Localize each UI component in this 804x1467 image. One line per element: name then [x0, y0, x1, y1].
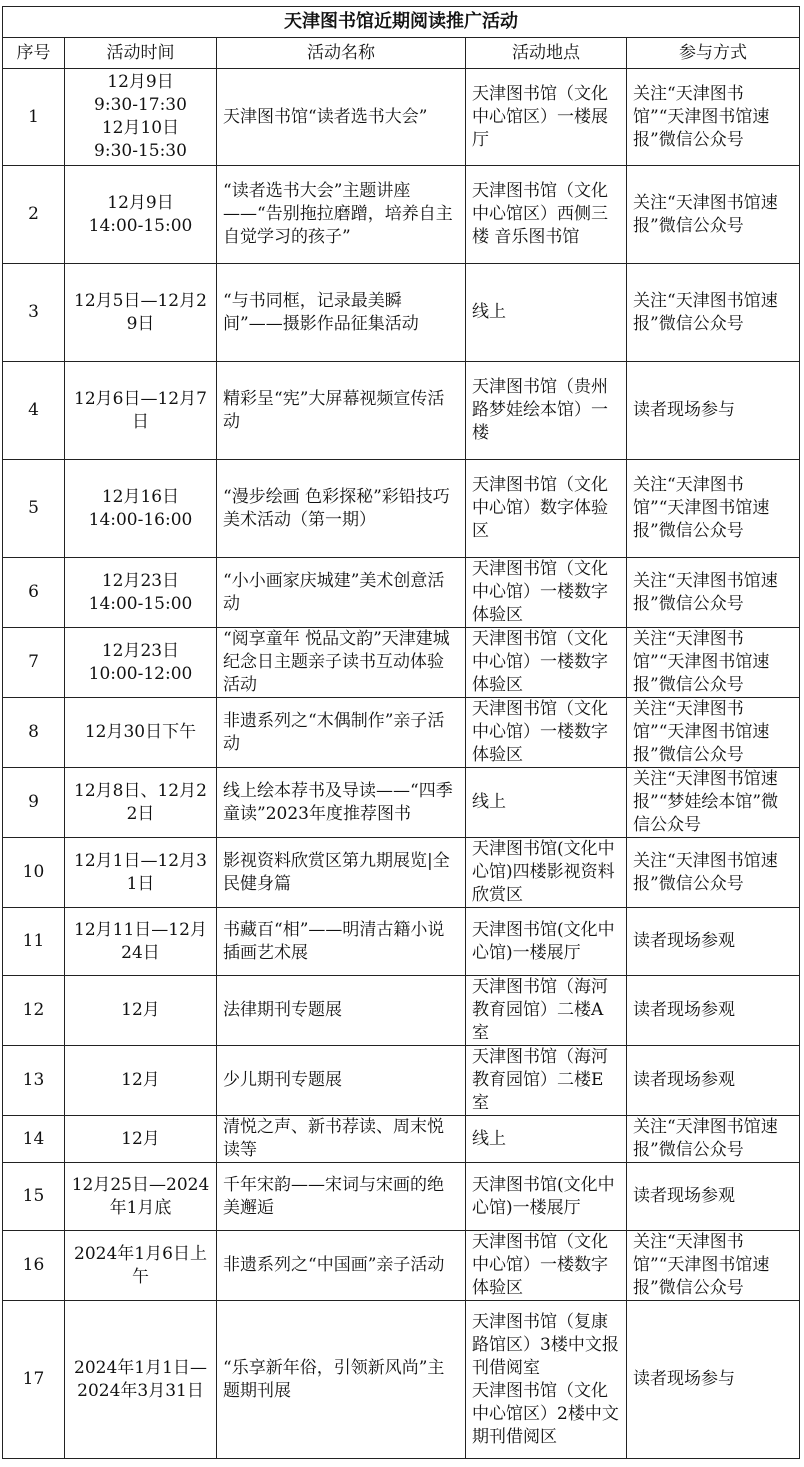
cell-name: “乐享新年俗，引领新风尚”主题期刊展: [217, 1301, 466, 1459]
cell-name: 精彩呈“宪”大屏幕视频宣传活动: [217, 362, 466, 460]
header-number: 序号: [3, 38, 65, 69]
cell-time: 12月25日—2024年1月底: [65, 1163, 217, 1231]
cell-place: 天津图书馆(文化中心馆)一楼展厅: [466, 1163, 627, 1231]
cell-time: 2024年1月6日上午: [65, 1231, 217, 1301]
table-row: [3, 69, 800, 166]
cell-number: 16: [3, 1231, 65, 1301]
cell-place: 天津图书馆（文化中心馆区）一楼展厅: [466, 69, 627, 166]
cell-join: 关注“天津图书馆速报”“梦娃绘本馆”微信公众号: [627, 768, 800, 838]
cell-name: “小小画家庆城建”美术创意活动: [217, 558, 466, 628]
table-row: [3, 460, 800, 558]
cell-number: 8: [3, 698, 65, 768]
cell-number: 17: [3, 1301, 65, 1459]
cell-name: 千年宋韵——宋词与宋画的绝美邂逅: [217, 1163, 466, 1231]
cell-number: 9: [3, 768, 65, 838]
cell-number: 5: [3, 460, 65, 558]
cell-time: 12月9日 9:30-17:30 12月10日 9:30-15:30: [65, 69, 217, 166]
cell-number: 7: [3, 628, 65, 698]
cell-time: 12月1日—12月31日: [65, 838, 217, 908]
cell-place: 天津图书馆（文化中心馆区）西侧三楼 音乐图书馆: [466, 166, 627, 264]
table-row: [3, 1301, 800, 1459]
cell-place: 天津图书馆（文化中心馆）一楼数字体验区: [466, 558, 627, 628]
cell-number: 12: [3, 976, 65, 1046]
header-place: 活动地点: [466, 38, 627, 69]
cell-place: 天津图书馆（文化中心馆）一楼数字体验区: [466, 698, 627, 768]
cell-join: 关注“天津图书馆”“天津图书馆速报”微信公众号: [627, 628, 800, 698]
cell-place: 天津图书馆（文化中心馆）数字体验区: [466, 460, 627, 558]
table-row: [3, 1163, 800, 1231]
cell-time: 12月9日 14:00-15:00: [65, 166, 217, 264]
cell-number: 13: [3, 1046, 65, 1116]
cell-join: 关注“天津图书馆”“天津图书馆速报”微信公众号: [627, 69, 800, 166]
cell-name: 书藏百“相”——明清古籍小说插画艺术展: [217, 908, 466, 976]
table-row: [3, 838, 800, 908]
table-row: [3, 908, 800, 976]
cell-place: 天津图书馆（海河教育园馆）二楼E室: [466, 1046, 627, 1116]
cell-join: 关注“天津图书馆”“天津图书馆速报”微信公众号: [627, 698, 800, 768]
cell-name: 非遗系列之“中国画”亲子活动: [217, 1231, 466, 1301]
table-row: [3, 768, 800, 838]
cell-place: 线上: [466, 264, 627, 362]
cell-name: 法律期刊专题展: [217, 976, 466, 1046]
header-row: [3, 38, 800, 69]
cell-number: 10: [3, 838, 65, 908]
cell-time: 12月: [65, 1116, 217, 1163]
table-title: 天津图书馆近期阅读推广活动: [2, 6, 800, 37]
cell-number: 14: [3, 1116, 65, 1163]
cell-name: 天津图书馆“读者选书大会”: [217, 69, 466, 166]
cell-time: 12月6日—12月7日: [65, 362, 217, 460]
cell-name: 少儿期刊专题展: [217, 1046, 466, 1116]
cell-name: 清悦之声、新书荐读、周末悦读等: [217, 1116, 466, 1163]
cell-number: 3: [3, 264, 65, 362]
cell-join: 关注“天津图书馆”“天津图书馆速报”微信公众号: [627, 1231, 800, 1301]
cell-join: 关注“天津图书馆速报”微信公众号: [627, 166, 800, 264]
cell-join: 关注“天津图书馆速报”微信公众号: [627, 558, 800, 628]
table-row: [3, 1116, 800, 1163]
cell-time: 12月16日 14:00-16:00: [65, 460, 217, 558]
cell-number: 6: [3, 558, 65, 628]
cell-place: 天津图书馆(文化中心馆)一楼展厅: [466, 908, 627, 976]
cell-place: 天津图书馆（文化中心馆）一楼数字体验区: [466, 1231, 627, 1301]
cell-join: 读者现场参观: [627, 1046, 800, 1116]
cell-time: 12月: [65, 1046, 217, 1116]
table-row: [3, 558, 800, 628]
cell-place: 天津图书馆（文化中心馆）一楼数字体验区: [466, 628, 627, 698]
table-row: [3, 362, 800, 460]
cell-time: 12月: [65, 976, 217, 1046]
header-join: 参与方式: [627, 38, 800, 69]
cell-name: “读者选书大会”主题讲座——“告别拖拉磨蹭，培养自主自觉学习的孩子”: [217, 166, 466, 264]
cell-time: 12月5日—12月29日: [65, 264, 217, 362]
cell-name: 线上绘本荐书及导读——“四季童读”2023年度推荐图书: [217, 768, 466, 838]
table-row: [3, 698, 800, 768]
cell-join: 读者现场参观: [627, 976, 800, 1046]
cell-place: 天津图书馆（贵州路梦娃绘本馆）一楼: [466, 362, 627, 460]
cell-time: 12月23日 14:00-15:00: [65, 558, 217, 628]
cell-name: “阅享童年 悦品文韵”天津建城纪念日主题亲子读书互动体验活动: [217, 628, 466, 698]
header-time: 活动时间: [65, 38, 217, 69]
table-row: [3, 166, 800, 264]
table-row: [3, 976, 800, 1046]
cell-join: 关注“天津图书馆速报”微信公众号: [627, 838, 800, 908]
cell-join: 读者现场参观: [627, 1163, 800, 1231]
cell-number: 1: [3, 69, 65, 166]
cell-name: “与书同框，记录最美瞬间”——摄影作品征集活动: [217, 264, 466, 362]
cell-time: 12月8日、12月22日: [65, 768, 217, 838]
cell-place: 天津图书馆（海河教育园馆）二楼A室: [466, 976, 627, 1046]
cell-place: 线上: [466, 768, 627, 838]
cell-time: 2024年1月1日—2024年3月31日: [65, 1301, 217, 1459]
activities-table: [2, 6, 800, 1459]
table-row: [3, 628, 800, 698]
cell-place: 天津图书馆(文化中心馆)四楼影视资料欣赏区: [466, 838, 627, 908]
cell-name: 影视资料欣赏区第九期展览|全民健身篇: [217, 838, 466, 908]
cell-place: 线上: [466, 1116, 627, 1163]
header-name: 活动名称: [217, 38, 466, 69]
cell-join: 读者现场参观: [627, 908, 800, 976]
cell-time: 12月23日 10:00-12:00: [65, 628, 217, 698]
cell-name: “漫步绘画 色彩探秘”彩铅技巧美术活动（第一期）: [217, 460, 466, 558]
table-row: [3, 1231, 800, 1301]
cell-place: 天津图书馆（复康路馆区）3楼中文报刊借阅室 天津图书馆（文化中心馆区）2楼中文期刊借阅区: [466, 1301, 627, 1459]
cell-number: 2: [3, 166, 65, 264]
cell-join: 关注“天津图书馆速报”微信公众号: [627, 1116, 800, 1163]
cell-join: 关注“天津图书馆”“天津图书馆速报”微信公众号: [627, 460, 800, 558]
cell-join: 读者现场参与: [627, 362, 800, 460]
cell-join: 读者现场参与: [627, 1301, 800, 1459]
cell-number: 11: [3, 908, 65, 976]
cell-name: 非遗系列之“木偶制作”亲子活动: [217, 698, 466, 768]
cell-number: 4: [3, 362, 65, 460]
cell-time: 12月30日下午: [65, 698, 217, 768]
table-row: [3, 1046, 800, 1116]
table-row: [3, 264, 800, 362]
cell-time: 12月11日—12月24日: [65, 908, 217, 976]
cell-number: 15: [3, 1163, 65, 1231]
cell-join: 关注“天津图书馆速报”微信公众号: [627, 264, 800, 362]
